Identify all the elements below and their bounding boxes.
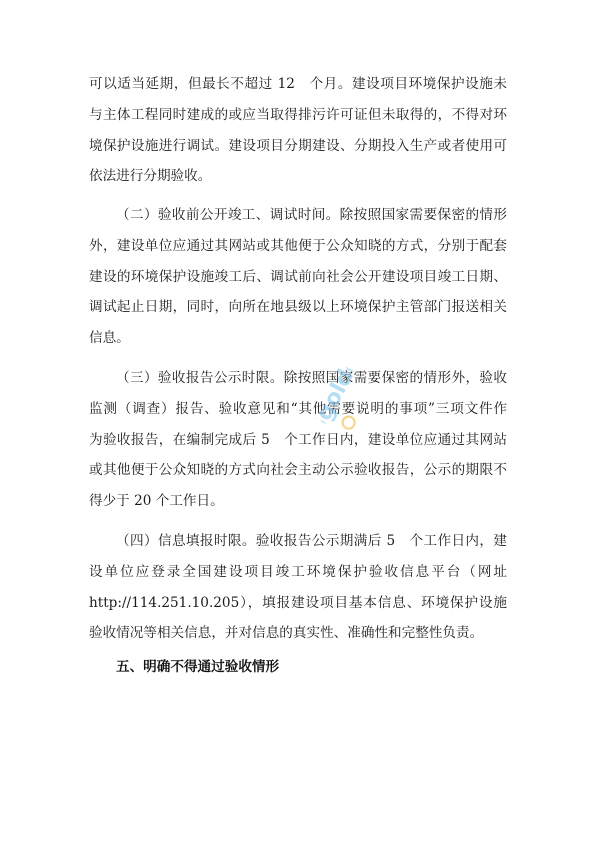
paragraph-line: （三）验收报告公示时限。除按照国家需要保密的情形外，验收 bbox=[116, 370, 507, 386]
paragraph-line: 信息。 bbox=[89, 330, 130, 347]
paragraph-line: 验收情况等相关信息，并对信息的真实性、准确性和完整性负责。 bbox=[89, 625, 484, 642]
watermark-text: Sgoldq bbox=[304, 351, 367, 439]
paragraph-3 bbox=[89, 363, 507, 517]
paragraph-line: 设单位应登录全国建设项目竣工环境保护验收信息平台（网址 bbox=[89, 563, 507, 580]
paragraph-line: 建设的环境保护设施竣工后、调试前向社会公开建设项目竣工日期、 bbox=[89, 268, 507, 285]
paragraph-line: （四）信息填报时限。验收报告公示期满后 5 个工作日内，建 bbox=[116, 533, 507, 549]
section-heading: 五、明确不得通过验收情形 bbox=[116, 659, 280, 675]
paragraph-line: 调试起止日期，同时，向所在地县级以上环境保护主管部门报送相关 bbox=[89, 299, 507, 316]
paragraph-line: 为验收报告，在编制完成后 5 个工作日内，建设单位应通过其网站 bbox=[89, 431, 507, 448]
paragraph-2 bbox=[89, 200, 507, 354]
paragraph-1 bbox=[89, 69, 507, 192]
paragraph-4 bbox=[89, 526, 507, 649]
paragraph-line: （二）验收前公开竣工、调试时间。除按照国家需要保密的情形 bbox=[116, 207, 507, 223]
paragraph-line: http://114.251.10.205），填报建设项目基本信息、环境保护设施 bbox=[89, 594, 507, 611]
paragraph-line: 与主体工程同时建成的或应当取得排污许可证但未取得的，不得对环 bbox=[89, 106, 507, 123]
paragraph-line: 外，建设单位应通过其网站或其他便于公众知晓的方式，分别于配套 bbox=[89, 237, 507, 254]
paragraph-line: 可以适当延期，但最长不超过 12 个月。建设项目环境保护设施未 bbox=[89, 76, 507, 92]
paragraph-line: 境保护设施进行调试。建设项目分期建设、分期投入生产或者使用可 bbox=[89, 137, 507, 154]
paragraph-line: 监测（调查）报告、验收意见和“其他需要说明的事项”三项文件作 bbox=[89, 400, 507, 417]
paragraph-line: 得少于 20 个工作日。 bbox=[89, 493, 224, 510]
paragraph-line: 依法进行分期验收。 bbox=[89, 168, 212, 185]
paragraph-line: 或其他便于公众知晓的方式向社会主动公示验收报告，公示的期限不 bbox=[89, 462, 507, 479]
